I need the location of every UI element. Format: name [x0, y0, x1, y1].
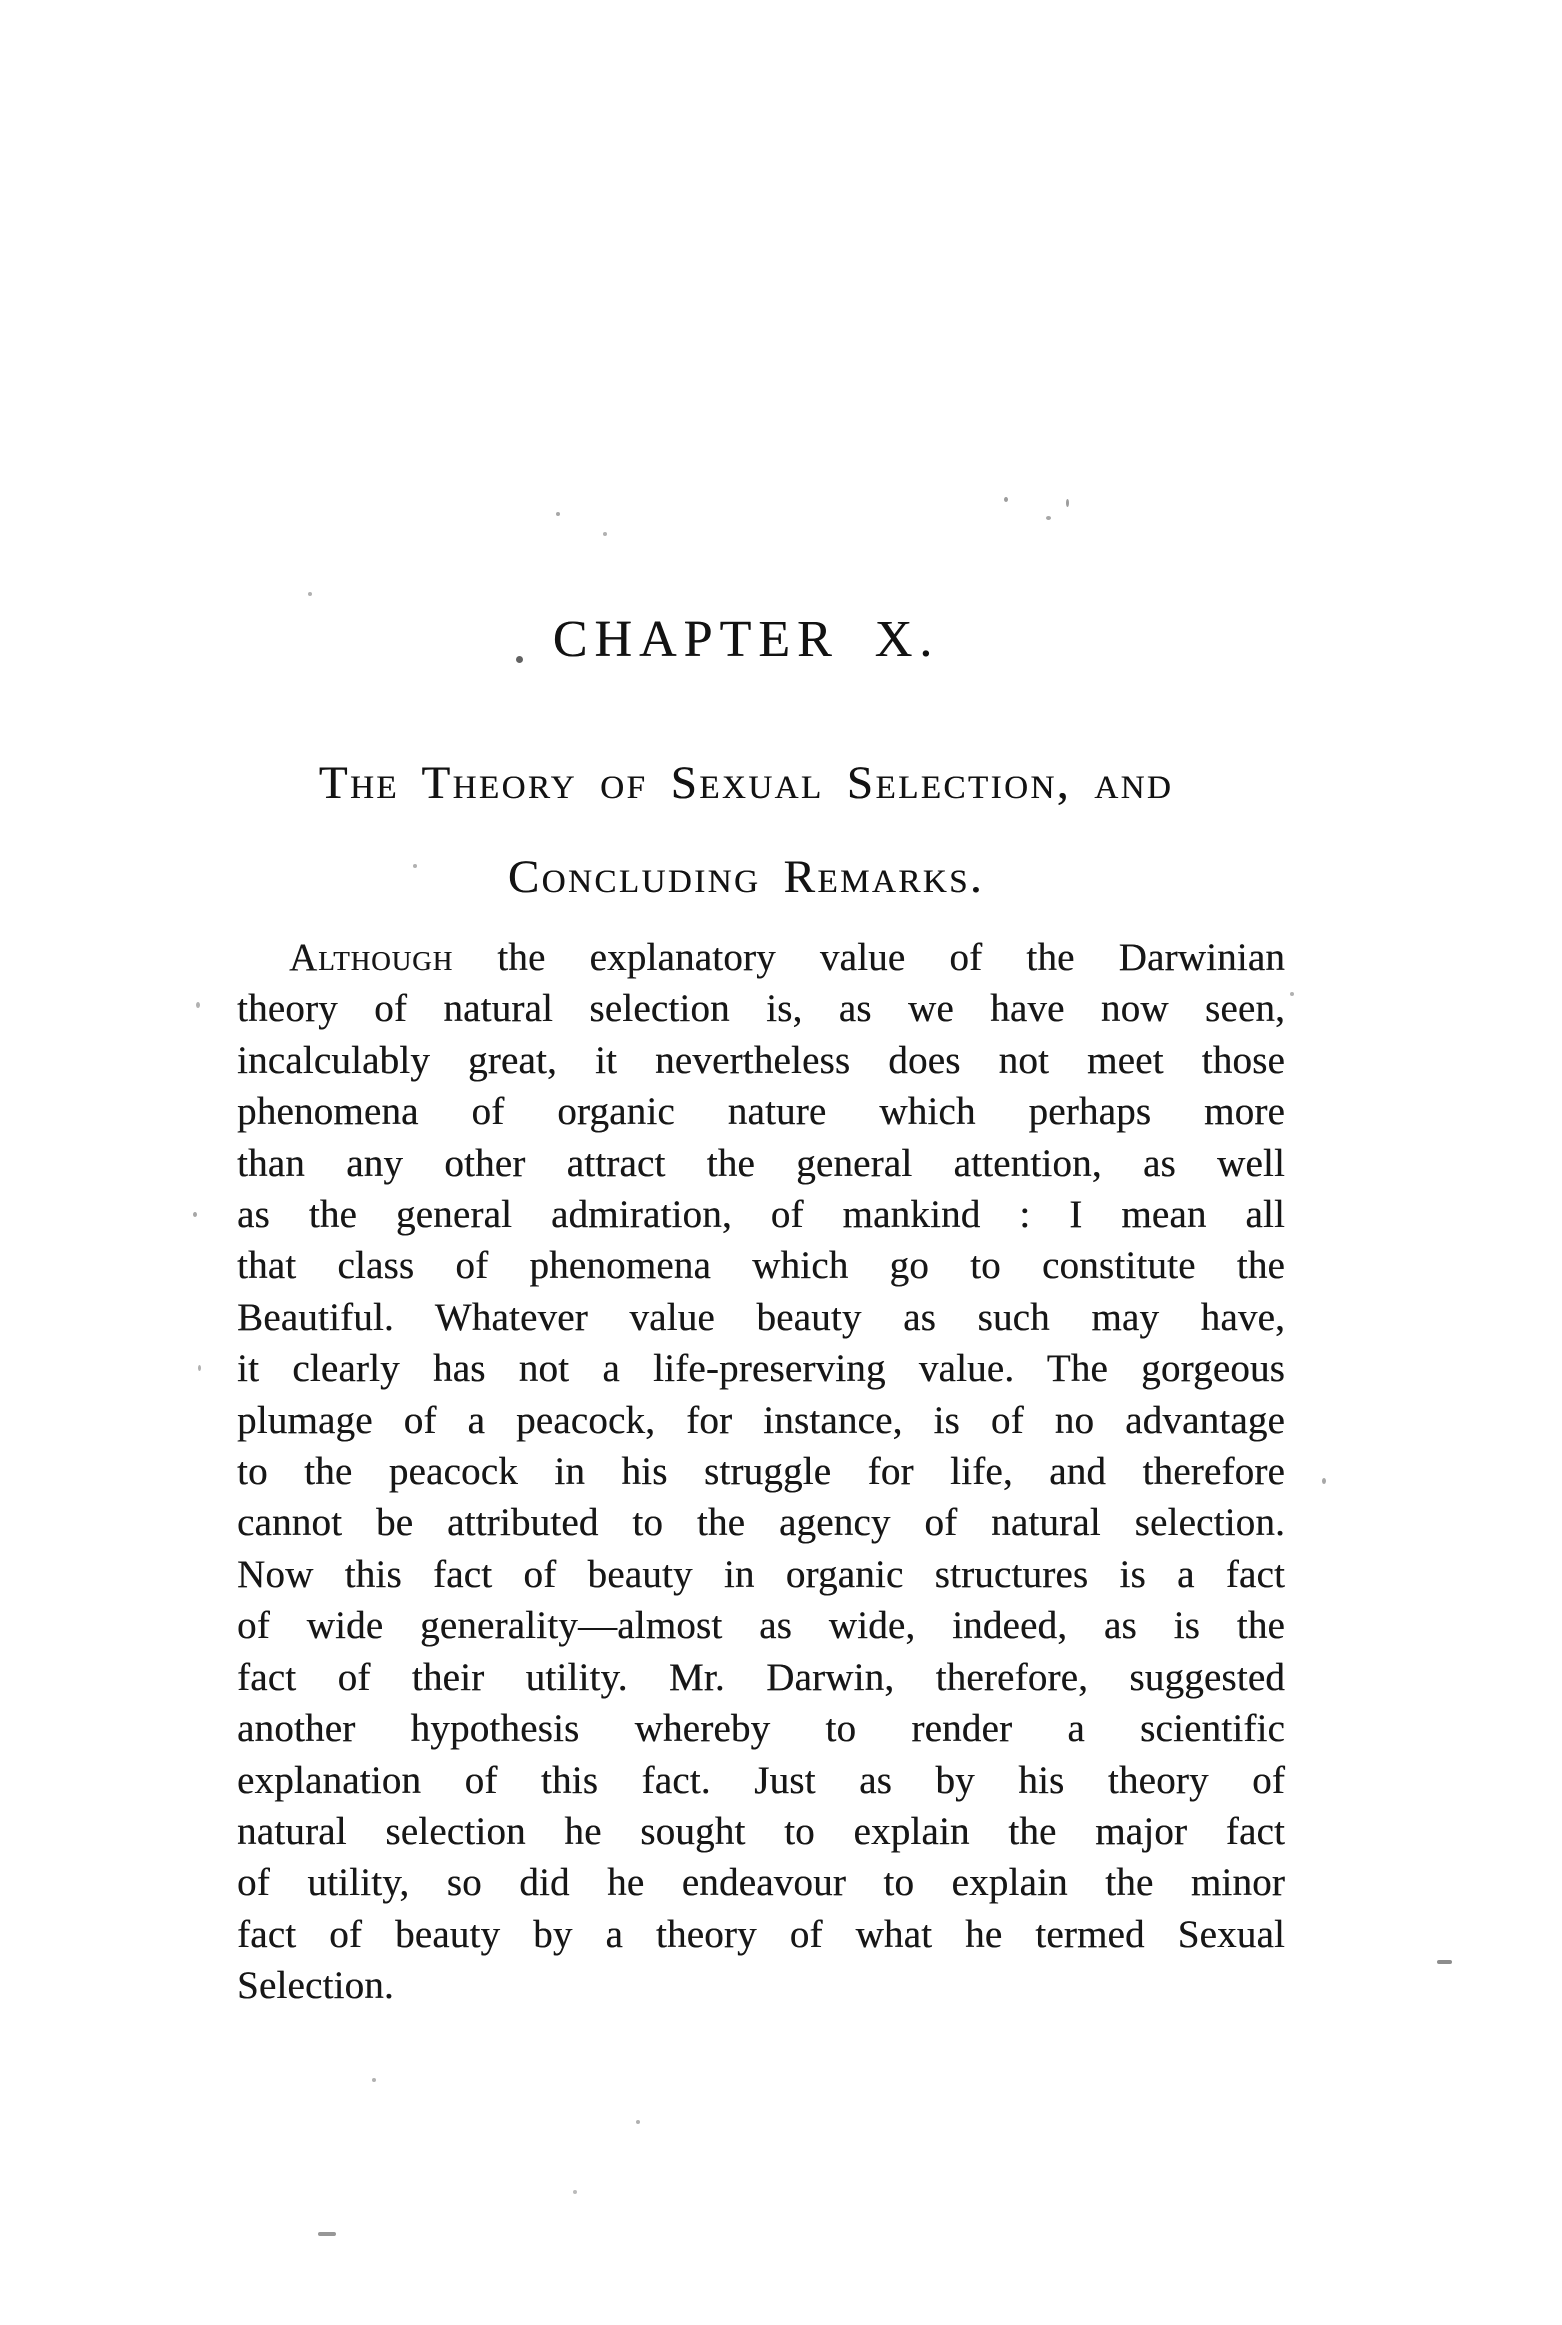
paragraph-line: incalculably great, it nevertheless does not meet those: [237, 1038, 1285, 1082]
scan-speck: [1066, 499, 1069, 507]
paragraph-line: it clearly has not a life-preserving value. The gorgeous: [237, 1347, 1285, 1391]
scan-speck: [1046, 516, 1051, 520]
paragraph-line: of utility, so did he endeavour to explain the minor: [237, 1861, 1285, 1905]
scan-speck: [556, 512, 560, 516]
scan-speck: [198, 1365, 201, 1371]
paragraph-line: cannot be attributed to the agency of natural selection.: [237, 1501, 1285, 1545]
paragraph-first-line: [237, 932, 1285, 983]
scan-speck: [603, 532, 607, 536]
subtitle-line-1: The Theory of Sexual Selection, and: [318, 757, 1174, 809]
paragraph-line: another hypothesis whereby to render a scientific: [237, 1707, 1285, 1751]
scan-speck: [413, 864, 417, 868]
paragraph-line: phenomena of organic nature which perhaps more: [237, 1090, 1285, 1134]
scan-speck: [573, 2190, 577, 2194]
paragraph-line: fact of beauty by a theory of what he termed Sexual: [237, 1912, 1285, 1956]
scan-speck: [193, 1212, 197, 1217]
scan-speck: [196, 1002, 200, 1008]
paragraph-line: that class of phenomena which go to constitute the: [237, 1244, 1285, 1288]
scan-speck: [516, 656, 523, 663]
paragraph-line: of wide generality—almost as wide, indeed, as is the: [237, 1604, 1285, 1648]
paragraph-line: explanation of this fact. Just as by his theory of: [237, 1758, 1285, 1802]
scan-speck: [636, 2120, 640, 2124]
paragraph-lines: [237, 983, 1285, 2011]
paragraph-line: Now this fact of beauty in organic structures is a fact: [237, 1552, 1285, 1596]
scan-speck: [1290, 992, 1294, 996]
chapter-heading: CHAPTER X.: [552, 611, 940, 668]
paragraph-line: Beautiful. Whatever value beauty as such may have,: [237, 1295, 1285, 1339]
scan-dash: [1437, 1960, 1452, 1964]
chapter-subtitle: [222, 736, 1270, 924]
paragraph-line: plumage of a peacock, for instance, is of no advantage: [237, 1398, 1285, 1442]
paragraph-line: Selection.: [237, 1964, 394, 2008]
scan-speck: [372, 2078, 376, 2082]
paragraph-line: natural selection he sought to explain the major fact: [237, 1809, 1285, 1853]
paragraph-line: to the peacock in his struggle for life, and therefore: [237, 1450, 1285, 1494]
scan-speck: [308, 592, 312, 596]
paragraph-line: fact of their utility. Mr. Darwin, therefore, suggested: [237, 1655, 1285, 1699]
scan-speck: [1322, 1478, 1326, 1484]
paragraph-line: as the general admiration, of mankind : I mean all: [237, 1193, 1285, 1237]
scan-speck: [1004, 497, 1008, 502]
paragraph-line: than any other attract the general attention, as well: [237, 1141, 1285, 1185]
lead-word: Although: [289, 936, 454, 979]
subtitle-line-2: Concluding Remarks.: [507, 851, 985, 903]
body-paragraph: [237, 932, 1285, 2012]
scan-dash: [318, 2232, 336, 2236]
paragraph-line: theory of natural selection is, as we have now seen,: [237, 987, 1285, 1031]
first-line-rest: the explanatory value of the Darwinian: [453, 936, 1285, 979]
